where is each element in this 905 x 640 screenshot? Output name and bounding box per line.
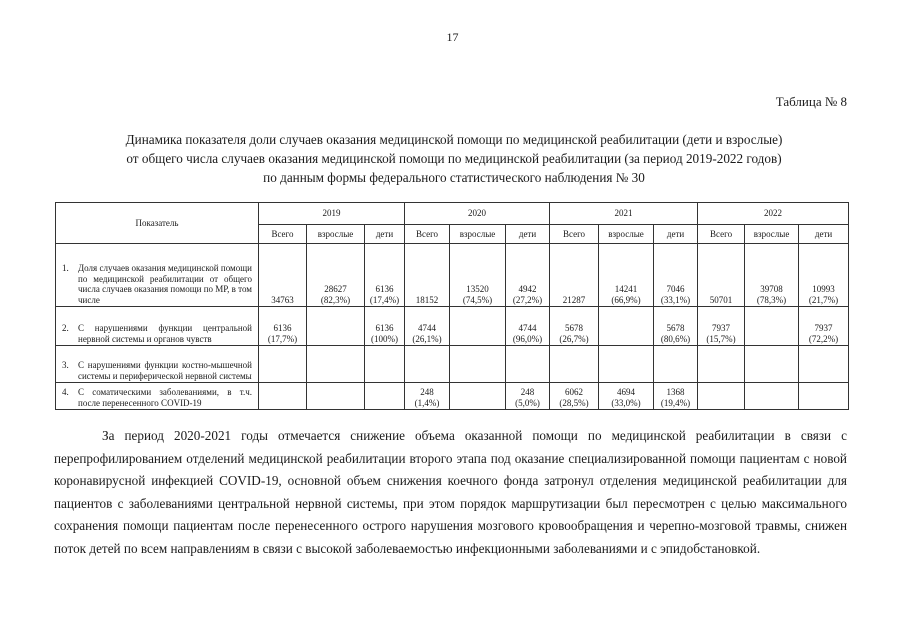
row-index: 1. [62,263,69,273]
year-header: 2022 [698,203,849,225]
value-cell [450,307,506,346]
value-cell [365,383,405,410]
subheader-adults: взрослые [599,225,654,244]
subheader-children: дети [365,225,405,244]
value-cell: 10993 (21,7%) [799,244,849,307]
value-cell [365,346,405,383]
value-cell: 248 (1,4%) [405,383,450,410]
value-cell [506,346,550,383]
value-cell [698,383,745,410]
value-cell: 4694 (33,0%) [599,383,654,410]
row-index: 2. [62,323,69,333]
value-cell [799,383,849,410]
value-cell [745,346,799,383]
value-cell: 6136 (17,7%) [259,307,307,346]
row-indicator-cell [56,244,259,307]
row-indicator-name: С соматическими заболеваниями, в т.ч. после перенесенного COVID-19 [78,387,252,408]
table-body [56,244,849,410]
row-indicator-cell [56,346,259,383]
table-caption [54,130,854,187]
subheader-total: Всего [550,225,599,244]
body-paragraph: За период 2020-2021 годы отмечается снижение объема оказанной помощи по медицинской реабилитации в связи с перепрофилированием отделений медицинской реабилитации второго этапа под оказание специализированной помощи пациентам с новой коронавирусной инфекцией COVID-19, основной объем снижения коечного фонда затронул отделения медицинской реабилитации для пациентов с заболеваниями центральной нервной системы, при этом порядок маршрутизации был пересмотрен с целью максимального сохранения помощи пациентам после перенесенного острого нарушения мозгового кровообращения и черепно-мозговой травмы, снижен поток детей по всем направлениям в связи с высокой заболеваемостью инфекционными заболеваниями и с эпидобстановкой. [54,428,847,556]
value-cell: 21287 [550,244,599,307]
year-header: 2020 [405,203,550,225]
row-indicator-name: Доля случаев оказания медицинской помощи по медицинской реабилитации от общего числа случаев оказания помощи по МР, в том числе [78,263,253,305]
year-header: 2021 [550,203,698,225]
value-cell [745,307,799,346]
subheader-children: дети [654,225,698,244]
value-cell [450,346,506,383]
value-cell [307,307,365,346]
value-cell: 34763 [259,244,307,307]
row-index: 3. [62,360,69,370]
table-row [56,383,849,410]
subheader-adults: взрослые [450,225,506,244]
value-cell [259,383,307,410]
value-cell [745,383,799,410]
value-cell [405,346,450,383]
value-cell: 248 (5,0%) [506,383,550,410]
value-cell [550,346,599,383]
caption-line: от общего числа случаев оказания медицинской помощи по медицинской реабилитации (за период 2019-2022 годов) [126,151,782,166]
row-index: 4. [62,387,69,397]
page-number: 17 [446,30,459,44]
value-cell: 13520 (74,5%) [450,244,506,307]
value-cell: 5678 (26,7%) [550,307,599,346]
value-cell: 39708 (78,3%) [745,244,799,307]
value-cell: 18152 [405,244,450,307]
value-cell: 28627 (82,3%) [307,244,365,307]
subheader-total: Всего [698,225,745,244]
subheader-adults: взрослые [307,225,365,244]
caption-line: по данным формы федерального статистического наблюдения № 30 [263,170,645,185]
subheader-total: Всего [259,225,307,244]
value-cell: 14241 (66,9%) [599,244,654,307]
subheader-adults: взрослые [745,225,799,244]
value-cell: 1368 (19,4%) [654,383,698,410]
subheader-children: дети [799,225,849,244]
year-header: 2019 [259,203,405,225]
subheader-children: дети [506,225,550,244]
value-cell [799,346,849,383]
value-cell [450,383,506,410]
value-cell: 5678 (80,6%) [654,307,698,346]
value-cell: 7046 (33,1%) [654,244,698,307]
value-cell [259,346,307,383]
value-cell: 6062 (28,5%) [550,383,599,410]
caption-line: Динамика показателя доли случаев оказания медицинской помощи по медицинской реабилитации (дети и взрослые) [125,132,783,147]
value-cell: 4942 (27,2%) [506,244,550,307]
value-cell: 7937 (72,2%) [799,307,849,346]
value-cell [307,346,365,383]
row-indicator-cell [56,307,259,346]
value-cell: 4744 (26,1%) [405,307,450,346]
row-indicator-name: С нарушениями функции костно-мышечной системы и периферической нервной системы [78,360,252,381]
value-cell [599,346,654,383]
indicator-header: Показатель [56,203,259,244]
value-cell [599,307,654,346]
value-cell: 7937 (15,7%) [698,307,745,346]
table-row [56,307,849,346]
value-cell [307,383,365,410]
row-indicator-name: С нарушениями функции центральной нервной системы и органов чувств [78,323,252,344]
value-cell: 6136 (17,4%) [365,244,405,307]
value-cell: 4744 (96,0%) [506,307,550,346]
row-indicator-cell [56,383,259,410]
value-cell [654,346,698,383]
value-cell [698,346,745,383]
value-cell: 6136 (100%) [365,307,405,346]
subheader-total: Всего [405,225,450,244]
table-row [56,346,849,383]
table-row [56,244,849,307]
statistics-table [55,202,849,410]
value-cell: 50701 [698,244,745,307]
table-label: Таблица № 8 [775,94,847,109]
